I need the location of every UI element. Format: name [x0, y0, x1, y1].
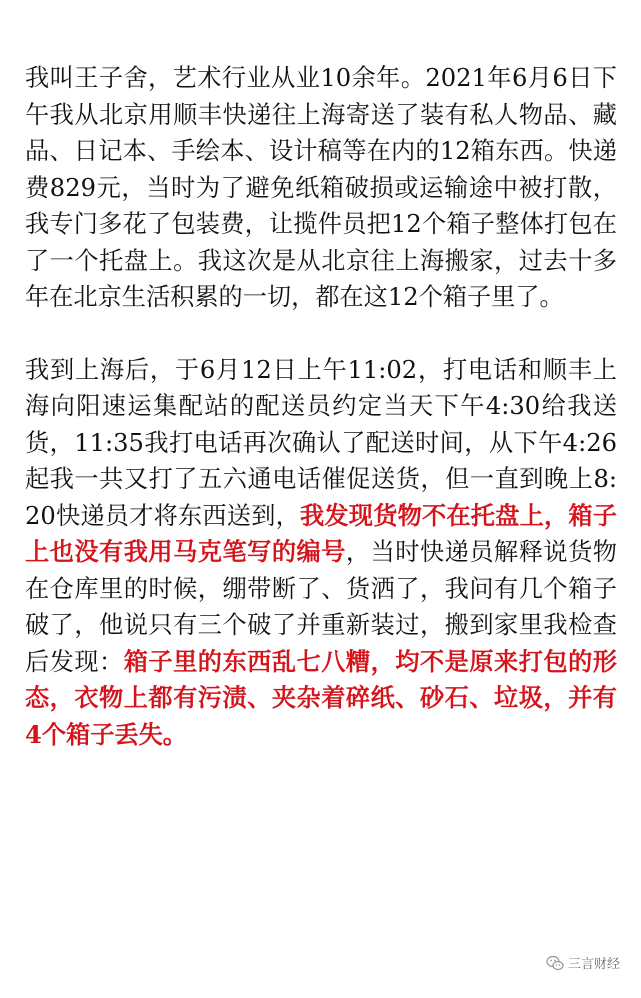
source-watermark — [546, 953, 620, 972]
article-body — [25, 60, 617, 753]
paragraph-1-text: 我叫王子舍，艺术行业从业10余年。2021年6月6日下午我从北京用顺丰快递往上海寄送了装有私人物品、藏品、日记本、手绘本、设计稿等在内的12箱东西。快递费829元，当时为了避免纸箱破损或运输途中被打散，我专门多花了包装费，让揽件员把12个箱子整体打包在了一个托盘上。我这次是从北京往上海搬家，过去十多年在北京生活积累的一切，都在这12个箱子里了。 — [25, 64, 617, 311]
paragraph-2-text-part1: 我到上海后，于6月12日上午11:02，打电话和顺丰上海向阳速运集配站的配送员约定当天下午4:30给我送货，11:35我打电话再次确认了配送时间，从下午4:26起我一共又打了五六通电话催促送货，但一直到晚上8:20快递员才将东西送到， — [25, 355, 617, 530]
paragraph-2-highlight-1: 我发现货物不在托盘上，箱子上也没有我用马克笔写的编号 — [25, 500, 617, 566]
paragraph-2-text-part2: ，当时快递员解释说货物在仓库里的时候，绷带断了、货洒了，我问有几个箱子破了，他说只有三个破了并重新装过，搬到家里我检查后发现： — [25, 538, 617, 676]
paragraph-2 — [25, 352, 617, 754]
paragraph-1 — [25, 60, 617, 316]
paragraph-2-highlight-2: 箱子里的东西乱七八糟，均不是原来打包的形态，衣物上都有污渍、夹杂着碎纸、砂石、垃圾，并有4个箱子丢失。 — [25, 646, 617, 749]
watermark-label: 三言财经 — [567, 957, 620, 972]
wechat-icon — [546, 955, 564, 971]
